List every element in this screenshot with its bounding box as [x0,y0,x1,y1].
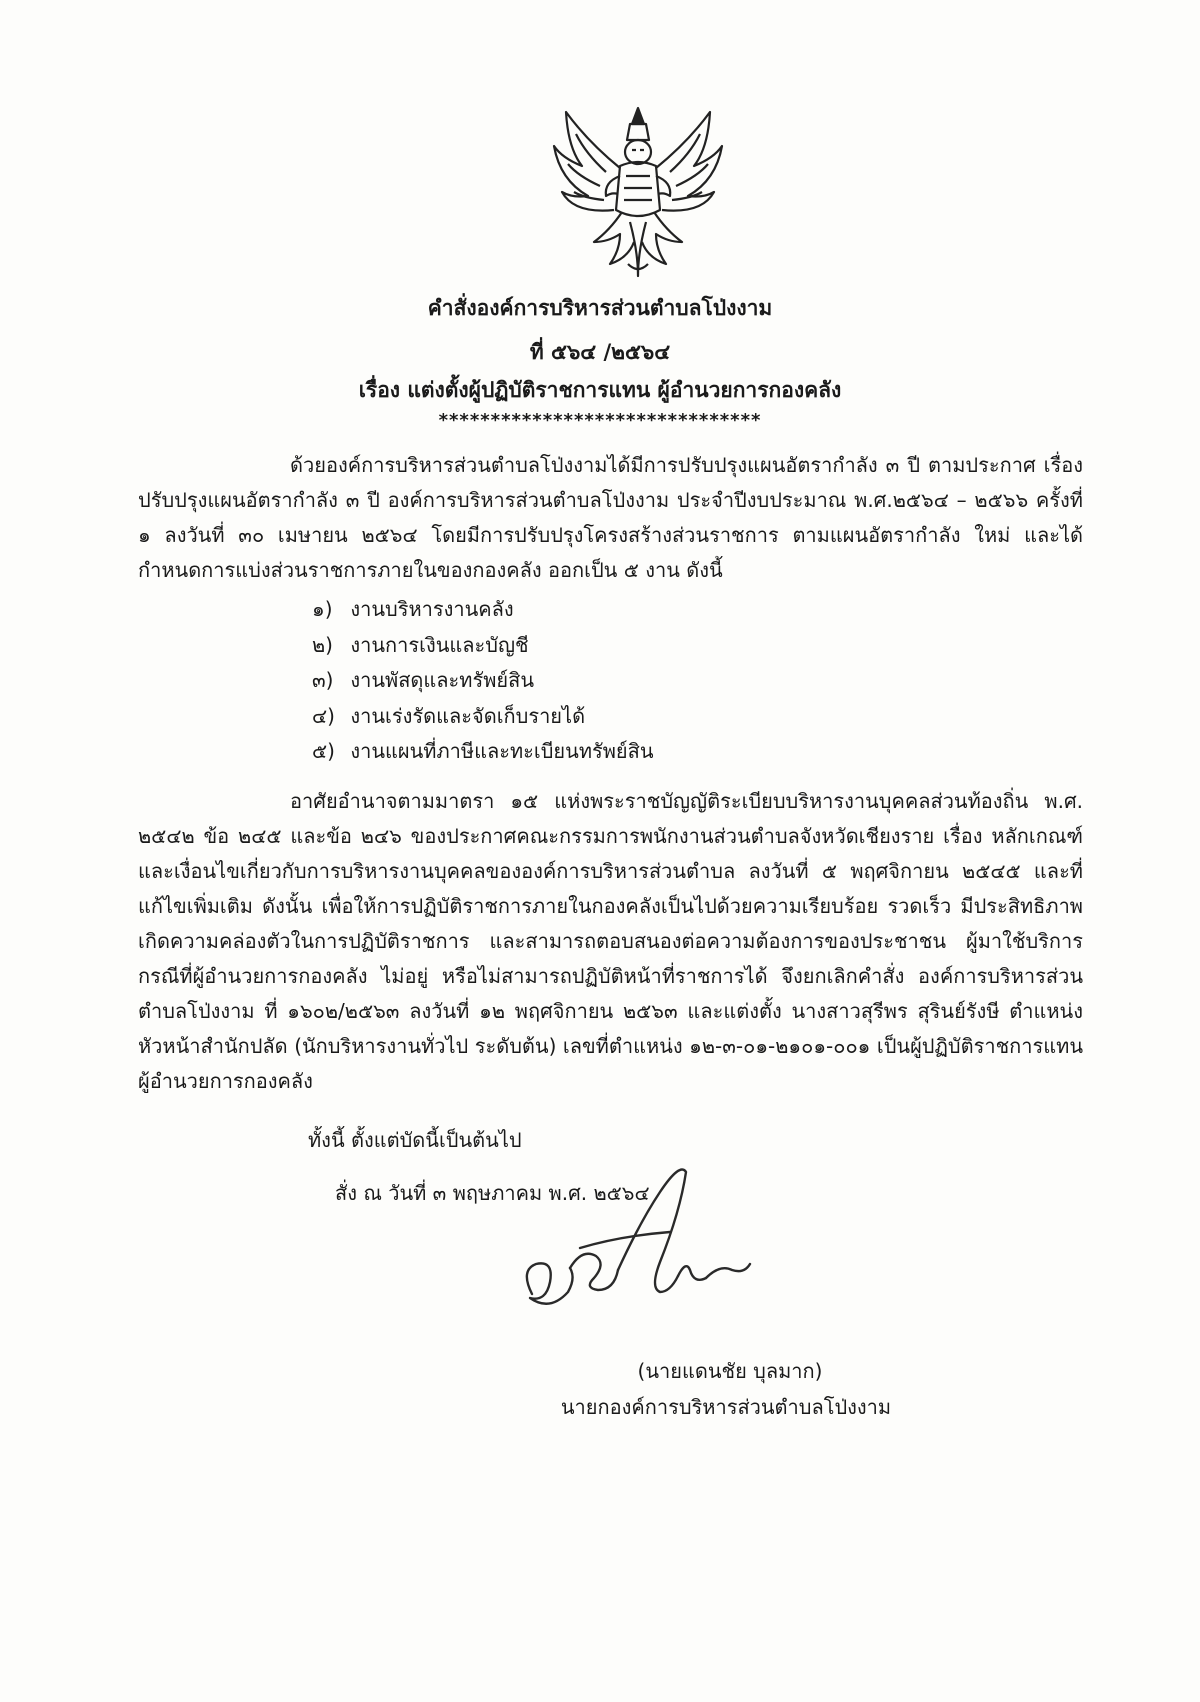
order-subject: เรื่อง แต่งตั้งผู้ปฏิบัติราชการแทน ผู้อำนวยการกองคลัง [358,378,842,402]
list-item-number: ๕) [312,739,335,763]
list-item [312,663,654,699]
order-date: สั่ง ณ วันที่ ๓ พฤษภาคม พ.ศ. ๒๕๖๔ [335,1181,650,1205]
list-item-number: ๓) [312,668,334,692]
effective-statement: ทั้งนี้ ตั้งแต่บัดนี้เป็นต้นไป [308,1128,522,1152]
list-item [312,734,654,770]
list-item-text: งานเร่งรัดและจัดเก็บรายได้ [350,703,586,728]
document-title: คำสั่งองค์การบริหารส่วนตำบลโป่งงาม [427,296,773,320]
paragraph-intro: ด้วยองค์การบริหารส่วนตำบลโป่งงามได้มีการปรับปรุงแผนอัตรากำลัง ๓ ปี ตามประกาศ เรื่อง ปรับปรุงแผนอัตรากำลัง ๓ ปี องค์การบริหารส่วนตำบลโป่งงาม ประจำปีงบประมาณ พ.ศ.๒๕๖๔ – ๒๕๖๖ ครั้งที่ ๑ ลงวันที่ ๓๐ เมษายน ๒๕๖๔ โดยมีการปรับปรุงโครงสร้างส่วนราชการ ตามแผนอัตรากำลัง ใหม่ และได้กำหนดการแบ่งส่วนราชการภายในของกองคลัง ออกเป็น ๕ งาน ดังนี้ [138,453,1083,582]
list-item-text: งานพัสดุและทรัพย์สิน [350,668,535,692]
paragraph-authority: อาศัยอำนาจตามมาตรา ๑๕ แห่งพระราชบัญญัติระเบียบบริหารงานบุคคลส่วนท้องถิ่น พ.ศ. ๒๕๔๒ ข้อ ๒๔๕ และข้อ ๒๔๖ ของประกาศคณะกรรมการพนักงานส่วนตำบลจังหวัดเชียงราย เรื่อง หลักเกณฑ์และเงื่อนไขเกี่ยวกับการบริหารงานบุคคลขององค์การบริหารส่วนตำบล ลงวันที่ ๕ พฤศจิกายน ๒๕๔๕ และที่แก้ไขเพิ่มเติม ดังนั้น เพื่อให้การปฏิบัติราชการภายในกองคลังเป็นไปด้วยความเรียบร้อย รวดเร็ว มีประสิทธิภาพ เกิดความคล่องตัวในการปฏิบัติราชการ และสามารถตอบสนองต่อความต้องการของประชาชน ผู้มาใช้บริการ กรณีที่ผู้อำนวยการกองคลัง ไม่อยู่ หรือไม่สามารถปฏิบัติหน้าที่ราชการได้ จึงยกเลิกคำสั่ง องค์การบริหารส่วนตำบลโป่งงาม ที่ ๑๖๐๒/๒๕๖๓ ลงวันที่ ๑๒ พฤศจิกายน ๒๕๖๓ และแต่งตั้ง นางสาวสุรีพร สุรินย์รังษี ตำแหน่ง หัวหน้าสำนักปลัด (นักบริหารงานทั่วไป ระดับต้น) เลขที่ตำแหน่ง ๑๒-๓-๐๑-๒๑๐๑-๐๐๑ เป็นผู้ปฏิบัติราชการแทน ผู้อำนวยการกองคลัง [138,789,1083,1093]
list-item [312,699,654,735]
garuda-emblem-icon [548,102,728,282]
list-item-text: งานบริหารงานคลัง [350,597,514,621]
signer-name: (นายแดนชัย บุลมาก) [637,1359,823,1383]
list-item-text: งานการเงินและบัญชี [350,632,529,657]
list-item-number: ๔) [312,703,335,728]
signer-position: นายกองค์การบริหารส่วนตำบลโป่งงาม [560,1395,892,1419]
divider: ******************************* [438,410,762,431]
division-list [312,592,654,770]
list-item [312,592,654,628]
handwritten-signature [510,1152,770,1342]
list-item-number: ๒) [312,632,333,657]
list-item-text: งานแผนที่ภาษีและทะเบียนทรัพย์สิน [350,739,654,763]
list-item-number: ๑) [312,597,333,621]
list-item [312,628,654,664]
order-number: ที่ ๕๖๔ /๒๕๖๔ [529,340,671,364]
